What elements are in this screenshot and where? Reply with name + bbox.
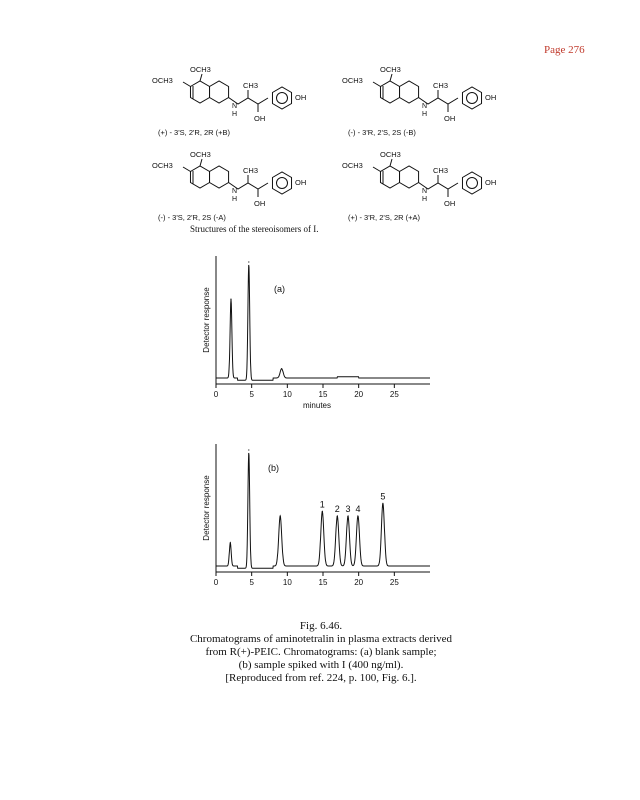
phenol-oh-label: OH [295,93,307,102]
x-tick-label: 15 [318,578,328,587]
methyl-label: CH3 [433,81,449,90]
phenol-oh-label: OH [485,93,497,102]
stereoisomer-structures [150,60,530,235]
phenol-ring-aromatic [277,93,288,104]
peak-apex [337,516,338,517]
methoxy-bond [390,74,392,81]
peak-apex [347,516,348,517]
amine-n-label: N [232,103,238,110]
x-tick-label: 10 [282,578,292,587]
peak-apex [230,542,231,543]
phenol-ring [272,172,291,194]
stereoisomer-structure [152,150,306,222]
methoxy-label: OCH3 [190,150,211,159]
peak-number-label: 4 [355,504,361,515]
figure-caption-line: (b) sample spiked with I (400 ng/ml). [238,659,404,671]
stereoisomer-structure [152,65,306,137]
amine-h-label: H [422,111,428,118]
saturated-ring [400,166,419,188]
chromatogram-a [200,250,440,430]
peak-apex [280,516,281,517]
phenol-ring [462,172,481,194]
figure-caption-line: Chromatograms of aminotetralin in plasma extracts derived [189,633,453,645]
stereoisomer-structure [342,65,496,137]
phenol-ring-aromatic [467,178,478,189]
peak-apex [248,449,249,450]
saturated-ring [400,81,419,103]
methoxy-bond [373,82,381,87]
x-axis-label: minutes [302,401,332,410]
amine-h-label: H [422,196,428,203]
amine-n-label: N [232,188,238,195]
hydroxyl-label: OH [444,199,456,208]
panel-label: (b) [268,463,279,473]
page-number: Page 276 [544,44,585,56]
methoxy-label: OCH3 [190,65,211,74]
phenol-oh-label: OH [295,178,307,187]
isomer-label: (-) - 3'R, 2'S, 2S (-B) [348,128,416,137]
hydroxyl-label: OH [444,114,456,123]
peak-apex [230,299,231,300]
x-tick-label: 15 [318,390,328,399]
hydroxyl-label: OH [254,199,266,208]
x-tick-label: 25 [389,390,399,399]
phenol-ring [462,87,481,109]
structures-caption: Structures of the stereoisomers of I. [190,224,319,234]
peak-apex [248,261,249,262]
x-tick-label: 10 [282,390,292,399]
peak-number-label: 1 [319,499,325,510]
methoxy-label: OCH3 [342,76,363,85]
saturated-ring [210,166,229,188]
methoxy-label: OCH3 [380,65,401,74]
isomer-label: (+) - 3'R, 2'S, 2R (+A) [348,213,421,222]
amine-h-label: H [232,196,238,203]
methoxy-bond [200,74,202,81]
methyl-label: CH3 [243,166,259,175]
methoxy-label: OCH3 [152,76,173,85]
peak-apex [357,516,358,517]
panel-label: (a) [274,284,285,294]
x-tick-label: 0 [213,578,219,587]
x-tick-label: 5 [249,578,254,587]
amine-n-label: N [422,188,428,195]
figure-caption-line: from R(+)-PEIC. Chromatograms: (a) blank sample; [205,646,437,658]
isomer-label: (+) - 3'S, 2'R, 2R (+B) [158,128,231,137]
methoxy-bond [183,167,191,172]
amine-h-label: H [232,111,238,118]
y-axis-label: Detector response [202,475,211,541]
methoxy-bond [200,159,202,166]
peak-apex [281,368,282,369]
hydroxyl-label: OH [254,114,266,123]
methyl-label: CH3 [433,166,449,175]
methoxy-bond [373,167,381,172]
x-tick-label: 20 [354,390,364,399]
isomer-label: (-) - 3'S, 2'R, 2S (-A) [158,213,226,222]
peak-number-label: 3 [345,504,351,515]
chromatogram-b [200,438,440,618]
peak-apex [382,503,383,504]
phenol-ring [272,87,291,109]
peak-number-label: 2 [334,504,340,515]
x-tick-label: 25 [389,578,399,587]
methoxy-label: OCH3 [342,161,363,170]
peak-number-label: 5 [380,491,386,502]
x-tick-label: 0 [213,390,219,399]
phenol-ring-aromatic [277,178,288,189]
amine-n-label: N [422,103,428,110]
x-tick-label: 5 [249,390,254,399]
y-axis-label: Detector response [202,287,211,353]
figure-caption-line: Fig. 6.46. [299,620,343,632]
figure-caption [150,620,492,685]
peak-apex [322,511,323,512]
methoxy-label: OCH3 [152,161,173,170]
chromatogram-trace [216,453,430,568]
methoxy-bond [390,159,392,166]
saturated-ring [210,81,229,103]
figure-caption-line: [Reproduced from ref. 224, p. 100, Fig. 6.]. [225,672,417,684]
methoxy-label: OCH3 [380,150,401,159]
methyl-label: CH3 [243,81,259,90]
x-tick-label: 20 [354,578,364,587]
phenol-ring-aromatic [467,93,478,104]
stereoisomer-structure [342,150,496,222]
phenol-oh-label: OH [485,178,497,187]
methoxy-bond [183,82,191,87]
chromatogram-trace [216,265,430,380]
